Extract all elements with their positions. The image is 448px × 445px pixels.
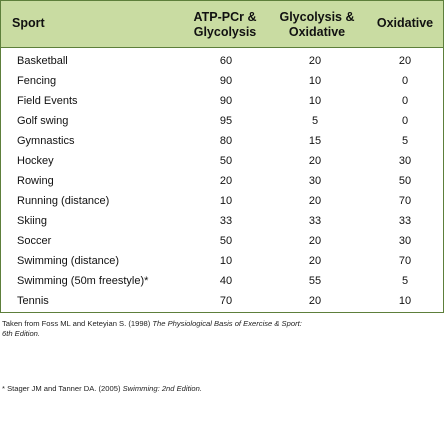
table-row [1, 171, 443, 191]
table-row [1, 311, 443, 313]
cell-sport: Tennis [17, 295, 49, 307]
cell-sport: Swimming (50m freestyle)* [17, 275, 149, 287]
table-row [1, 271, 443, 291]
cell-oxidative: 70 [398, 195, 412, 207]
cell-glycolysis-oxidative: 30 [308, 175, 322, 187]
cell-atp-pcr-glycolysis: 10 [219, 255, 233, 267]
cell-glycolysis-oxidative: 20 [308, 55, 322, 67]
cell-sport: Soccer [17, 235, 52, 247]
cell-atp-pcr-glycolysis: 90 [219, 75, 233, 87]
source-note-title: The Physiological Basis of Exercise & Sport: [152, 319, 302, 328]
header-atp-line1: ATP-PCr & [193, 10, 257, 24]
table-row [1, 51, 443, 71]
cell-glycolysis-oxidative: 20 [308, 195, 322, 207]
table-row [1, 191, 443, 211]
cell-glycolysis-oxidative: 55 [308, 275, 322, 287]
table-row [1, 71, 443, 91]
cell-atp-pcr-glycolysis: 50 [219, 235, 233, 247]
table-row [1, 251, 443, 271]
cell-sport: Skiing [17, 215, 47, 227]
header-gly-line1: Glycolysis & [279, 10, 355, 24]
cell-sport: Field Events [17, 95, 78, 107]
source-note [2, 319, 442, 339]
header-oxidative: Oxidative [376, 16, 434, 30]
cell-oxidative: 10 [398, 295, 412, 307]
cell-atp-pcr-glycolysis: 40 [219, 275, 233, 287]
footnote-title: Swimming: 2nd Edition. [122, 384, 202, 393]
table-row [1, 91, 443, 111]
header-glycolysis-oxidative [269, 10, 365, 40]
table-row [1, 111, 443, 131]
cell-oxidative: 50 [398, 175, 412, 187]
cell-oxidative: 20 [398, 55, 412, 67]
table-header [1, 1, 443, 48]
cell-atp-pcr-glycolysis: 10 [219, 195, 233, 207]
cell-glycolysis-oxidative: 20 [308, 295, 322, 307]
cell-glycolysis-oxidative: 20 [308, 255, 322, 267]
cell-glycolysis-oxidative: 10 [308, 75, 322, 87]
cell-sport: Running (distance) [17, 195, 110, 207]
table-body [1, 48, 443, 313]
cell-glycolysis-oxidative: 20 [308, 235, 322, 247]
footnote-prefix: * Stager JM and Tanner DA. (2005) [2, 384, 123, 393]
cell-glycolysis-oxidative: 15 [308, 135, 322, 147]
cell-oxidative: 70 [398, 255, 412, 267]
header-sport: Sport [12, 16, 45, 30]
cell-oxidative: 0 [401, 115, 409, 127]
source-note-prefix: Taken from Foss ML and Keteyian S. (1998) [2, 319, 153, 328]
header-gly-line2: Oxidative [288, 25, 346, 39]
cell-atp-pcr-glycolysis: 70 [219, 295, 233, 307]
cell-sport: Rowing [17, 175, 54, 187]
header-atp-pcr-glycolysis [183, 10, 267, 40]
cell-atp-pcr-glycolysis: 33 [219, 215, 233, 227]
cell-atp-pcr-glycolysis: 50 [219, 155, 233, 167]
cell-sport: Basketball [17, 55, 68, 67]
source-note-edition: 6th Edition. [2, 329, 40, 338]
cell-glycolysis-oxidative: 20 [308, 155, 322, 167]
cell-oxidative: 30 [398, 235, 412, 247]
cell-atp-pcr-glycolysis: 60 [219, 55, 233, 67]
cell-sport: Fencing [17, 75, 57, 87]
table-row [1, 231, 443, 251]
cell-sport: Hockey [17, 155, 54, 167]
cell-sport: Gymnastics [17, 135, 75, 147]
cell-sport: Golf swing [17, 115, 69, 127]
cell-glycolysis-oxidative: 10 [308, 95, 322, 107]
cell-atp-pcr-glycolysis: 20 [219, 175, 233, 187]
cell-oxidative: 0 [401, 75, 409, 87]
cell-sport: Swimming (distance) [17, 255, 120, 267]
table-row [1, 291, 443, 311]
footnote [2, 384, 202, 394]
cell-oxidative: 30 [398, 155, 412, 167]
table-row [1, 131, 443, 151]
cell-oxidative: 5 [401, 275, 409, 287]
cell-oxidative: 5 [401, 135, 409, 147]
table-row [1, 151, 443, 171]
cell-atp-pcr-glycolysis: 95 [219, 115, 233, 127]
header-atp-line2: Glycolysis [193, 25, 257, 39]
cell-glycolysis-oxidative: 5 [311, 115, 319, 127]
table-row [1, 211, 443, 231]
cell-atp-pcr-glycolysis: 90 [219, 95, 233, 107]
cell-glycolysis-oxidative: 33 [308, 215, 322, 227]
cell-atp-pcr-glycolysis: 80 [219, 135, 233, 147]
cell-oxidative: 0 [401, 95, 409, 107]
cell-oxidative: 33 [398, 215, 412, 227]
